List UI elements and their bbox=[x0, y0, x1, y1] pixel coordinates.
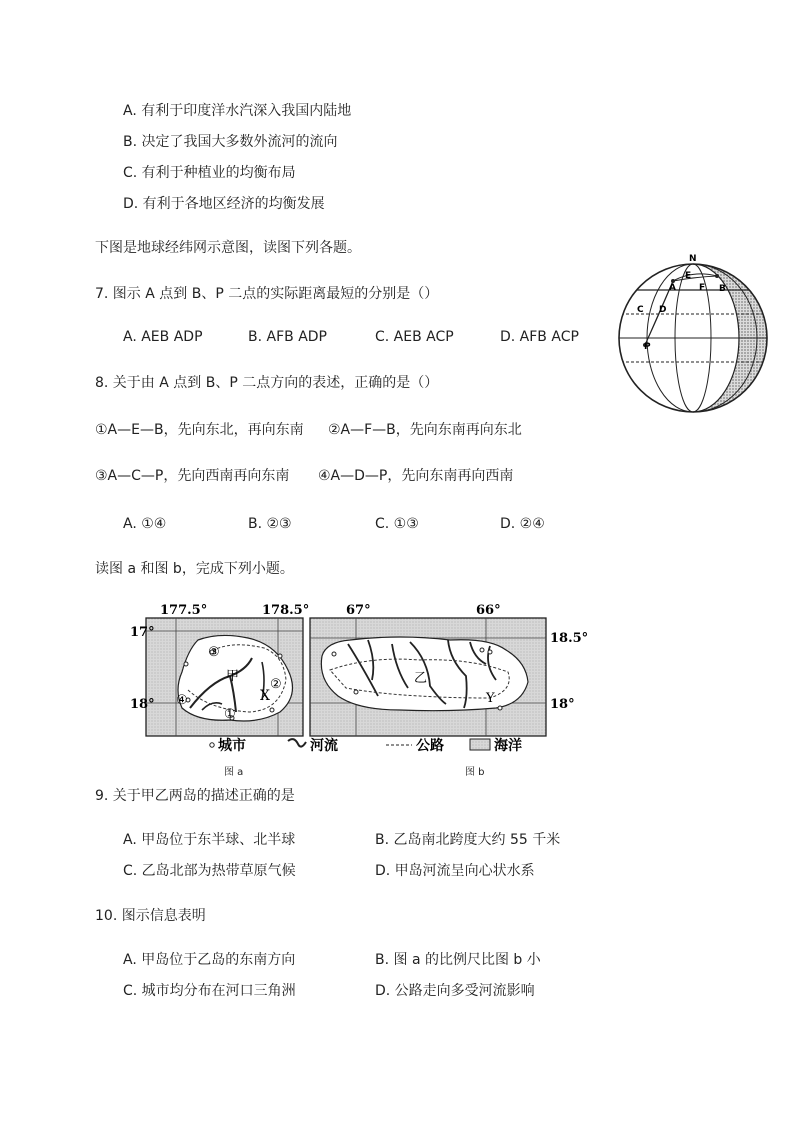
q9-stem: 9. 关于甲乙两岛的描述正确的是 bbox=[95, 788, 295, 804]
map-a-marker-4: ④ bbox=[176, 693, 188, 708]
map-a-marker-2: ② bbox=[270, 677, 282, 692]
q9-option-c: C. 乙岛北部为热带草原气候 bbox=[123, 863, 296, 879]
q10-option-d: D. 公路走向多受河流影响 bbox=[375, 983, 535, 999]
q6-option-b: B. 决定了我国大多数外流河的流向 bbox=[123, 134, 338, 150]
q9-option-a: A. 甲岛位于东半球、北半球 bbox=[123, 832, 296, 848]
legend-road: 公路 bbox=[416, 738, 444, 754]
map-b-island-label: 乙 bbox=[414, 671, 428, 686]
globe-label-n: N bbox=[689, 254, 697, 264]
island-maps bbox=[130, 600, 600, 780]
globe-label-a: A bbox=[669, 283, 676, 293]
map-legend bbox=[210, 737, 522, 754]
map-b-lon-2: 66° bbox=[476, 603, 501, 618]
q8-option-c: C. ①③ bbox=[375, 516, 419, 532]
q8-option-a: A. ①④ bbox=[123, 516, 167, 532]
maps-intro: 读图 a 和图 b，完成下列小题。 bbox=[95, 561, 294, 577]
legend-ocean: 海洋 bbox=[494, 738, 522, 754]
q6-option-a: A. 有利于印度洋水汽深入我国内陆地 bbox=[123, 103, 352, 119]
map-a bbox=[146, 618, 303, 736]
map-a-island-label: 甲 bbox=[226, 669, 240, 684]
map-a-caption: 图 a bbox=[224, 767, 244, 778]
map-b-lat-top: 18.5° bbox=[550, 631, 589, 646]
legend-city: 城市 bbox=[218, 738, 246, 754]
globe-label-c: C bbox=[637, 305, 644, 315]
q8-option-d: D. ②④ bbox=[500, 516, 545, 532]
globe-label-e: E bbox=[685, 271, 692, 281]
q7-option-b: B. AFB ADP bbox=[248, 329, 327, 345]
q8-statement-3: ③A—C—P，先向西南再向东南 bbox=[95, 468, 290, 484]
globe-diagram bbox=[615, 250, 785, 418]
q6-option-d: D. 有利于各地区经济的均衡发展 bbox=[123, 196, 325, 212]
q7-option-c: C. AEB ACP bbox=[375, 329, 454, 345]
q8-option-b: B. ②③ bbox=[248, 516, 292, 532]
q8-stem: 8. 关于由 A 点到 B、P 二点方向的表述，正确的是（） bbox=[95, 375, 439, 391]
q10-option-c: C. 城市均分布在河口三角洲 bbox=[123, 983, 296, 999]
map-b bbox=[310, 618, 546, 736]
q7-stem: 7. 图示 A 点到 B、P 二点的实际距离最短的分别是（） bbox=[95, 286, 439, 302]
map-a-lat-bottom: 18° bbox=[130, 697, 155, 712]
q8-statement-4: ④A—D—P，先向东南再向西南 bbox=[318, 468, 514, 484]
globe-label-p: P bbox=[644, 342, 651, 352]
globe-intro: 下图是地球经纬网示意图，读图下列各题。 bbox=[95, 240, 361, 256]
globe-label-b: B bbox=[719, 284, 726, 294]
map-a-label-x: X bbox=[260, 688, 270, 704]
map-b-lat-bottom: 18° bbox=[550, 697, 575, 712]
map-a-lon-2: 178.5° bbox=[262, 603, 310, 618]
q7-option-d: D. AFB ACP bbox=[500, 329, 579, 345]
map-a-lon-1: 177.5° bbox=[160, 603, 208, 618]
globe-label-f: F bbox=[699, 283, 706, 293]
globe-label-d: D bbox=[659, 305, 667, 315]
map-a-marker-1: ① bbox=[224, 707, 236, 722]
q9-option-b: B. 乙岛南北跨度大约 55 千米 bbox=[375, 832, 561, 848]
q8-statement-2: ②A—F—B，先向东南再向东北 bbox=[328, 422, 522, 438]
q10-option-a: A. 甲岛位于乙岛的东南方向 bbox=[123, 952, 296, 968]
q6-option-c: C. 有利于种植业的均衡布局 bbox=[123, 165, 296, 181]
map-b-lon-1: 67° bbox=[346, 603, 371, 618]
map-a-lat-top: 17° bbox=[130, 625, 155, 640]
map-a-marker-3: ③ bbox=[208, 645, 220, 660]
q8-statement-1: ①A—E—B，先向东北，再向东南 bbox=[95, 422, 304, 438]
map-b-label-y: Y bbox=[486, 691, 495, 706]
q7-option-a: A. AEB ADP bbox=[123, 329, 203, 345]
map-b-caption: 图 b bbox=[465, 767, 485, 778]
q10-option-b: B. 图 a 的比例尺比图 b 小 bbox=[375, 952, 541, 968]
legend-river: 河流 bbox=[310, 738, 338, 754]
q9-option-d: D. 甲岛河流呈向心状水系 bbox=[375, 863, 535, 879]
q10-stem: 10. 图示信息表明 bbox=[95, 908, 206, 924]
